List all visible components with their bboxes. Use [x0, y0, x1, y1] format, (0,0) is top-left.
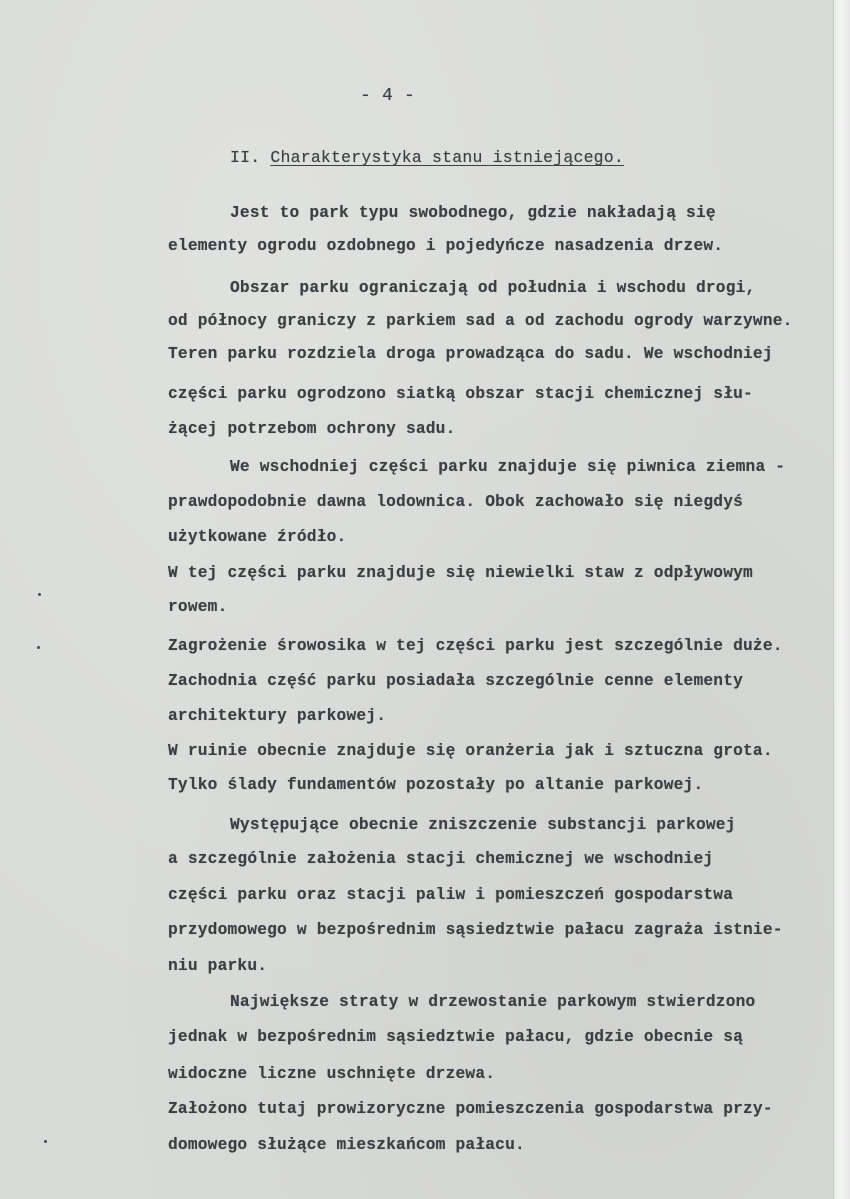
text-line: Obszar parku ograniczają od południa i wschodu drogi,: [230, 279, 756, 297]
section-heading: [230, 148, 624, 167]
text-line: Tylko ślady fundamentów pozostały po altanie parkowej.: [168, 776, 704, 794]
text-line: W ruinie obecnie znajduje się oranżeria jak i sztuczna grota.: [168, 742, 773, 760]
text-line: żącej potrzebom ochrony sadu.: [168, 420, 456, 438]
scan-speck: [38, 593, 41, 596]
text-line: jednak w bezpośrednim sąsiedztwie pałacu, gdzie obecnie są: [168, 1028, 744, 1046]
scan-speck: [44, 1140, 47, 1143]
text-line: elementy ogrodu ozdobnego i pojedyńcze nasadzenia drzew.: [168, 237, 724, 255]
text-line: rowem.: [168, 598, 228, 616]
text-line: We wschodniej części parku znajduje się piwnica ziemna -: [230, 458, 786, 476]
text-line: części parku ogrodzono siatką obszar stacji chemicznej słu-: [168, 385, 753, 403]
text-line: prawdopodobnie dawna lodownica. Obok zachowało się niegdyś: [168, 493, 744, 511]
text-line: Założono tutaj prowizoryczne pomieszczenia gospodarstwa przy-: [168, 1100, 773, 1118]
text-line: architektury parkowej.: [168, 707, 387, 725]
text-line: W tej części parku znajduje się niewielki staw z odpływowym: [168, 564, 753, 582]
text-line: części parku oraz stacji paliw i pomieszczeń gospodarstwa: [168, 886, 734, 904]
page-edge: [833, 0, 850, 1199]
text-line: od północy graniczy z parkiem sad a od zachodu ogrody warzywne.: [168, 312, 793, 330]
text-line: widoczne liczne uschnięte drzewa.: [168, 1065, 496, 1083]
text-line: domowego służące mieszkańcom pałacu.: [168, 1136, 525, 1154]
text-line: użytkowane źródło.: [168, 528, 347, 546]
text-line: Zagrożenie śrowosika w tej części parku jest szczególnie duże.: [168, 637, 783, 655]
scan-speck: [37, 646, 40, 649]
text-line: przydomowego w bezpośrednim sąsiedztwie pałacu zagraża istnie-: [168, 921, 783, 939]
page-number: - 4 -: [360, 86, 416, 106]
text-line: Zachodnia część parku posiadała szczególnie cenne elementy: [168, 672, 744, 690]
section-title: Charakterystyka stanu istniejącego.: [270, 148, 624, 167]
text-line: Występujące obecnie zniszczenie substancji parkowej: [230, 816, 736, 834]
text-line: Największe straty w drzewostanie parkowym stwierdzono: [230, 993, 756, 1011]
text-line: a szczególnie założenia stacji chemicznej we wschodniej: [168, 850, 714, 868]
text-line: Jest to park typu swobodnego, gdzie nakładają się: [230, 204, 716, 222]
text-line: niu parku.: [168, 957, 268, 975]
text-line: Teren parku rozdziela droga prowadząca do sadu. We wschodniej: [168, 345, 773, 363]
section-number: II.: [230, 148, 261, 167]
